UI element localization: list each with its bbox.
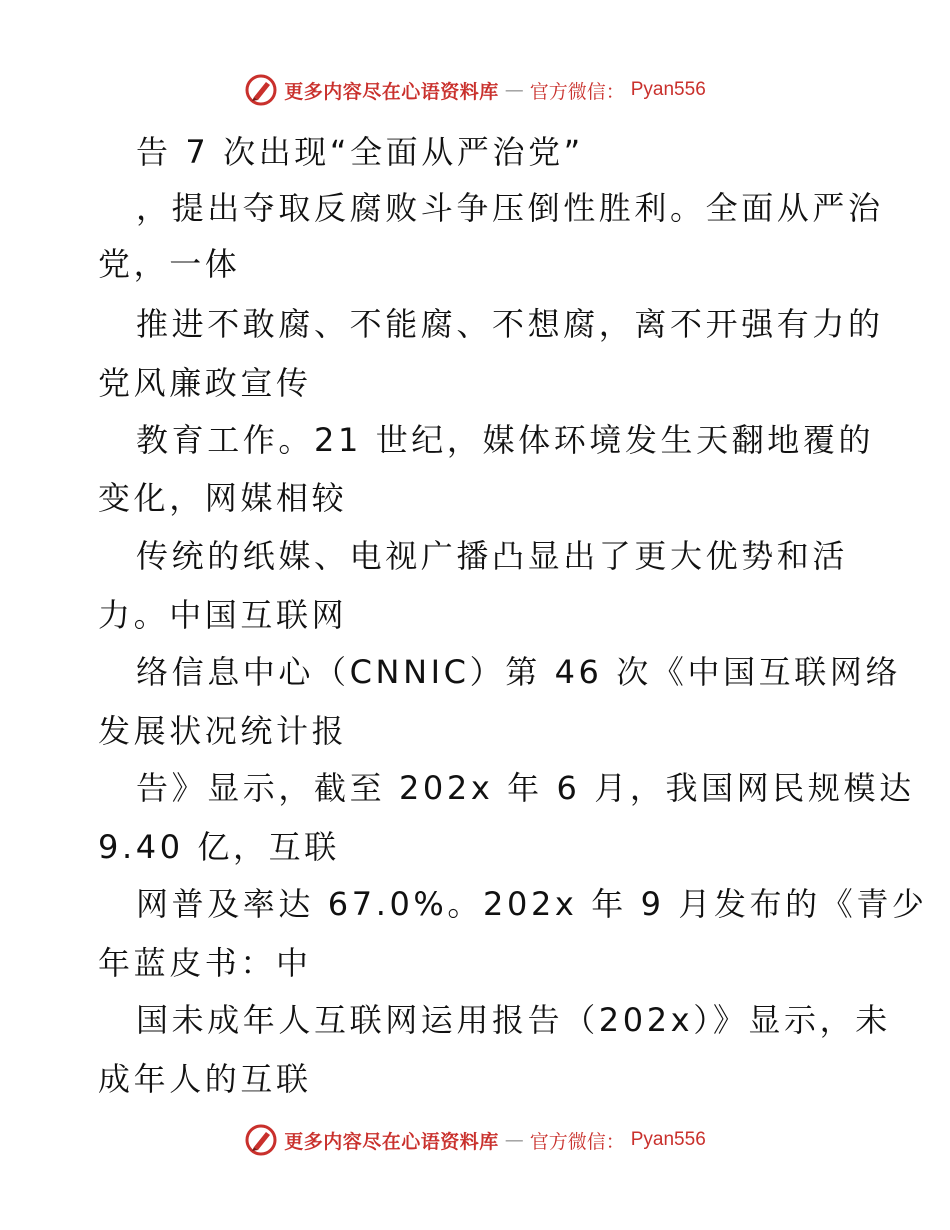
text-line: 党，一体 (98, 245, 241, 283)
red-pen-circle-logo-icon (244, 73, 278, 107)
footer-watermark (0, 1120, 950, 1160)
text-line: 告》显示，截至 202x 年 6 月，我国网民规模达 (136, 769, 915, 807)
text-line: 络信息中心（CNNIC）第 46 次《中国互联网络 (136, 653, 902, 691)
text-line: ，提出夺取反腐败斗争压倒性胜利。全面从严治 (136, 189, 884, 227)
watermark-wechat-label: 官方微信： (529, 80, 625, 103)
text-line: 教育工作。21 世纪，媒体环境发生天翻地覆的 (136, 421, 875, 459)
text-line: 力。中国互联网 (98, 596, 348, 634)
watermark-separator: — (504, 1129, 524, 1151)
text-line: 成年人的互联 (98, 1060, 312, 1098)
text-line: 国未成年人互联网运用报告（202x）》显示，未 (136, 1001, 891, 1039)
text-line: 变化，网媒相较 (98, 479, 348, 517)
watermark-wechat-label: 官方微信： (529, 1130, 625, 1153)
watermark-separator: — (504, 79, 524, 101)
watermark-text: 更多内容尽在心语资料库 (284, 1130, 499, 1153)
header-watermark (0, 70, 950, 110)
text-line: 网普及率达 67.0%。202x 年 9 月发布的《青少 (136, 885, 928, 923)
text-line: 年蓝皮书：中 (98, 944, 312, 982)
watermark-wechat-id: Pyan556 (630, 1129, 706, 1150)
text-line: 党风廉政宣传 (98, 364, 312, 402)
watermark-text: 更多内容尽在心语资料库 (284, 80, 499, 103)
text-line: 9.40 亿，互联 (98, 828, 340, 866)
red-pen-circle-logo-icon (244, 1123, 278, 1157)
watermark-wechat-id: Pyan556 (630, 79, 706, 100)
text-line: 告 7 次出现“全面从严治党” (136, 133, 584, 171)
text-line: 发展状况统计报 (98, 712, 348, 750)
text-line: 推进不敢腐、不能腐、不想腐，离不开强有力的 (136, 305, 884, 343)
text-line: 传统的纸媒、电视广播凸显出了更大优势和活 (136, 537, 849, 575)
